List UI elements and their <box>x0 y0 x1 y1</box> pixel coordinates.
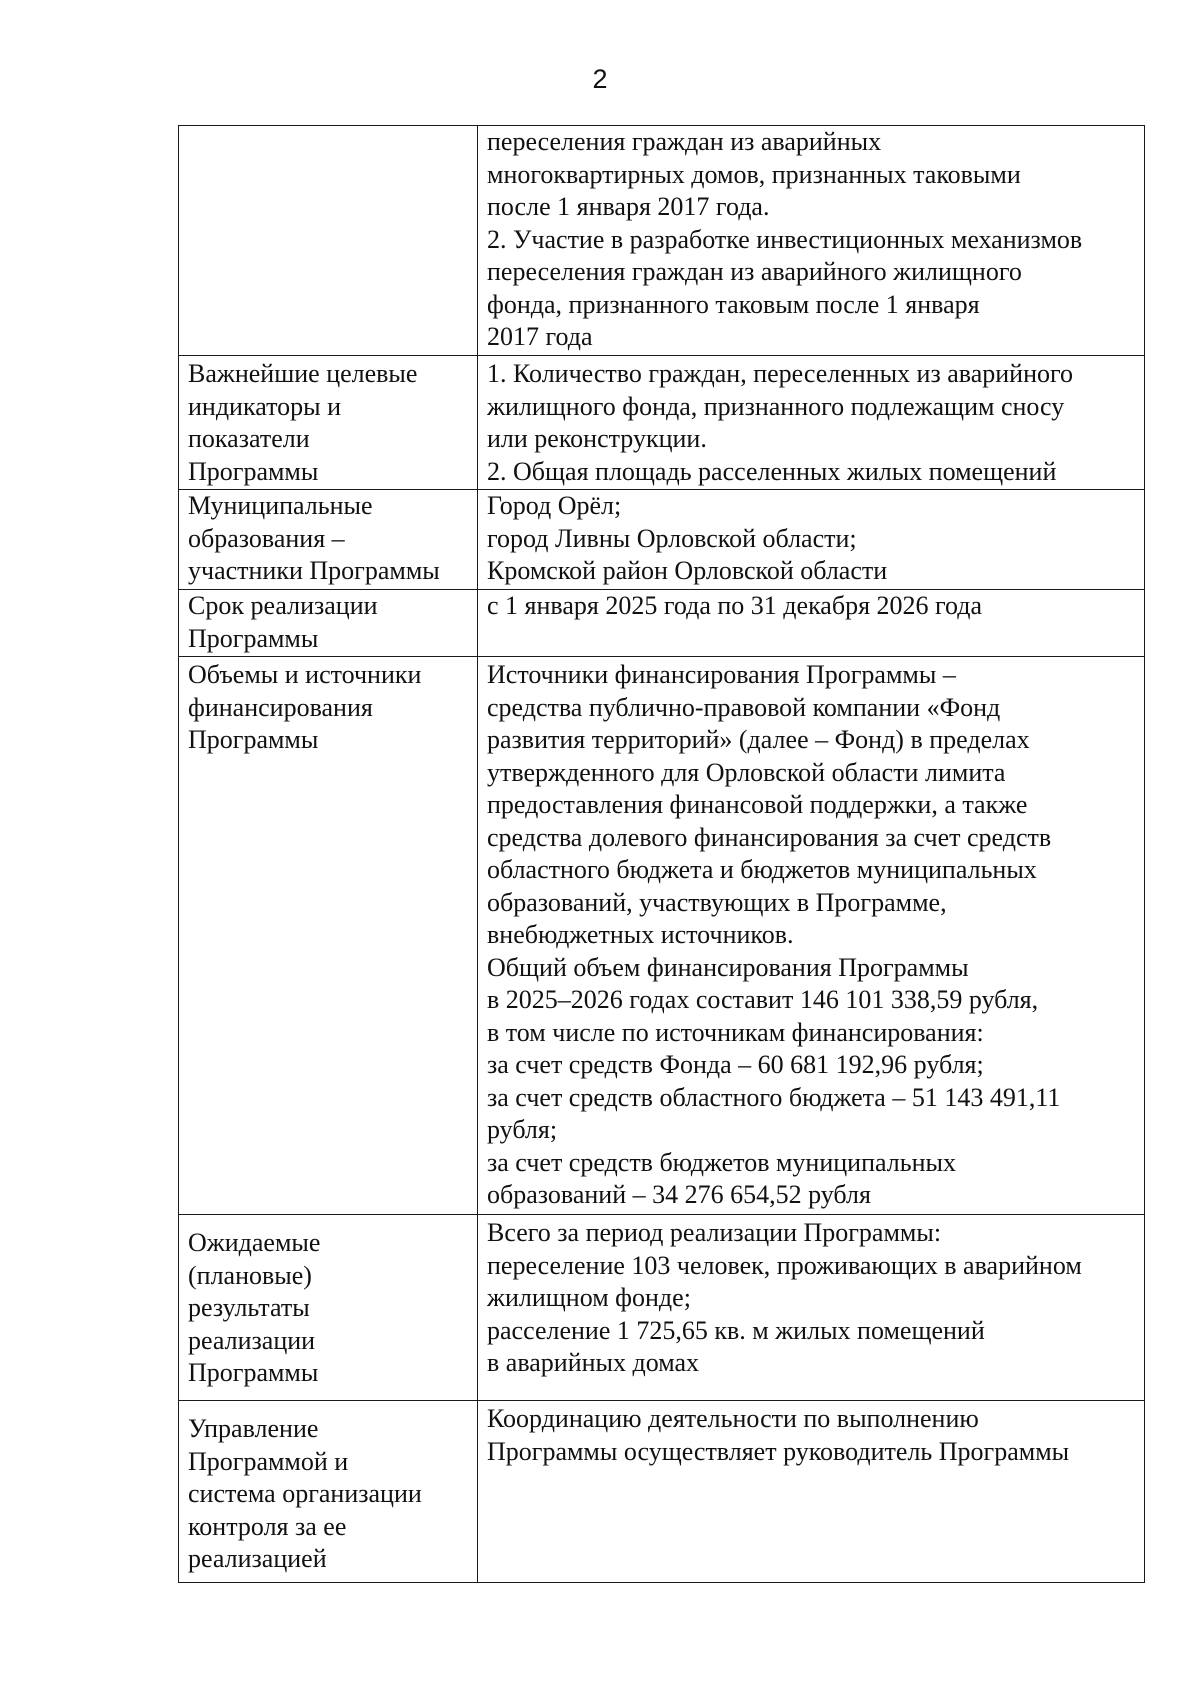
value-line: за счет средств Фонда – 60 681 192,96 рубля; <box>487 1050 984 1079</box>
value-line: после 1 января 2017 года. <box>487 192 770 221</box>
value-line: 1. Количество граждан, переселенных из аварийного <box>487 359 1074 388</box>
value-line: жилищного фонда, признанного подлежащим сносу <box>487 391 1065 421</box>
row-label-cell <box>179 1215 478 1401</box>
table-row <box>179 1401 1145 1583</box>
label-line: Срок реализации <box>188 591 378 620</box>
value-line: жилищном фонде; <box>487 1283 691 1312</box>
label-line: Программы <box>188 456 319 486</box>
value-line: Город Орёл; <box>487 491 622 520</box>
label-line: Важнейшие целевые <box>188 359 418 388</box>
value-line: переселение 103 человек, проживающих в аварийном <box>487 1250 1082 1280</box>
value-line: в том числе по источникам финансирования: <box>487 1017 984 1047</box>
row-label-cell <box>179 1401 478 1583</box>
table-row <box>179 356 1145 490</box>
value-line: фонда, признанного таковым после 1 января <box>487 289 980 319</box>
label-line: результаты <box>188 1293 310 1322</box>
value-line: за счет средств бюджетов муниципальных <box>487 1147 956 1177</box>
row-label-cell <box>179 490 478 590</box>
value-line: рубля; <box>487 1115 558 1144</box>
value-line: в 2025–2026 годах составит 146 101 338,59 рубля, <box>487 985 1039 1014</box>
label-line: Программы <box>188 623 319 653</box>
label-line: Программы <box>188 725 319 754</box>
passport-table-body <box>179 126 1145 1583</box>
row-value-cell <box>478 126 1145 356</box>
label-line: Объемы и источники <box>188 660 422 689</box>
value-line: расселение 1 725,65 кв. м жилых помещений <box>487 1315 985 1345</box>
row-value-cell <box>478 356 1145 490</box>
table-row <box>179 590 1145 657</box>
value-line: предоставления финансовой поддержки, а также <box>487 790 1028 819</box>
label-line: Ожидаемые <box>188 1228 321 1257</box>
value-line: за счет средств областного бюджета – 51 143 491,11 <box>487 1082 1061 1112</box>
label-line: реализации <box>188 1325 316 1355</box>
value-line: образований, участвующих в Программе, <box>487 887 947 917</box>
row-label-cell <box>179 657 478 1215</box>
value-line: с 1 января 2025 года по 31 декабря 2026 года <box>487 591 983 620</box>
value-line: Всего за период реализации Программы: <box>487 1218 942 1247</box>
label-line: показатели <box>188 424 310 453</box>
value-line: внебюджетных источников. <box>487 920 794 949</box>
value-line: областного бюджета и бюджетов муниципальных <box>487 855 1037 884</box>
row-value-cell <box>478 590 1145 657</box>
program-passport-table <box>178 125 1145 1583</box>
label-line: Программы <box>188 1358 319 1387</box>
label-line: участники Программы <box>188 556 440 585</box>
label-line: (плановые) <box>188 1260 312 1290</box>
value-line: средства публично-правовой компании «Фонд <box>487 692 1001 722</box>
value-line: Программы осуществляет руководитель Программы <box>487 1436 1070 1466</box>
value-line: Общий объем финансирования Программы <box>487 952 969 982</box>
row-value-cell <box>478 1401 1145 1583</box>
row-value-cell <box>478 490 1145 590</box>
value-line: город Ливны Орловской области; <box>487 523 857 553</box>
table-row <box>179 126 1145 356</box>
value-line: переселения граждан из аварийного жилищного <box>487 257 1022 286</box>
label-line: Управление <box>188 1414 319 1443</box>
row-label-cell <box>179 590 478 657</box>
value-line: Координацию деятельности по выполнению <box>487 1404 979 1433</box>
value-line: или реконструкции. <box>487 424 707 453</box>
value-line: развития территорий» (далее – Фонд) в пределах <box>487 725 1030 754</box>
value-line: 2. Общая площадь расселенных жилых помещений <box>487 456 1057 486</box>
value-line: утвержденного для Орловской области лимита <box>487 757 1006 787</box>
label-line: финансирования <box>188 692 373 722</box>
label-line: реализацией <box>188 1544 327 1573</box>
table-row <box>179 490 1145 590</box>
label-line: Программой и <box>188 1446 349 1476</box>
value-line: средства долевого финансирования за счет средств <box>487 822 1052 852</box>
table-row <box>179 1215 1145 1401</box>
row-value-cell <box>478 657 1145 1215</box>
label-line: образования – <box>188 523 345 553</box>
value-line: Источники финансирования Программы – <box>487 660 956 689</box>
value-line: образований – 34 276 654,52 рубля <box>487 1180 871 1209</box>
row-value-cell <box>478 1215 1145 1401</box>
value-line: Кромской район Орловской области <box>487 556 888 585</box>
value-line: 2017 года <box>487 322 593 351</box>
page-number: 2 <box>592 64 608 94</box>
label-line: система организации <box>188 1479 422 1508</box>
value-line: переселения граждан из аварийных <box>487 127 882 156</box>
value-line: многоквартирных домов, признанных таковыми <box>487 159 1021 189</box>
table-row <box>179 657 1145 1215</box>
label-line: контроля за ее <box>188 1511 347 1541</box>
row-label-cell <box>179 126 478 356</box>
label-line: Муниципальные <box>188 491 373 520</box>
label-line: индикаторы и <box>188 391 341 421</box>
value-line: 2. Участие в разработке инвестиционных механизмов <box>487 224 1083 254</box>
row-label-cell <box>179 356 478 490</box>
value-line: в аварийных домах <box>487 1348 700 1377</box>
